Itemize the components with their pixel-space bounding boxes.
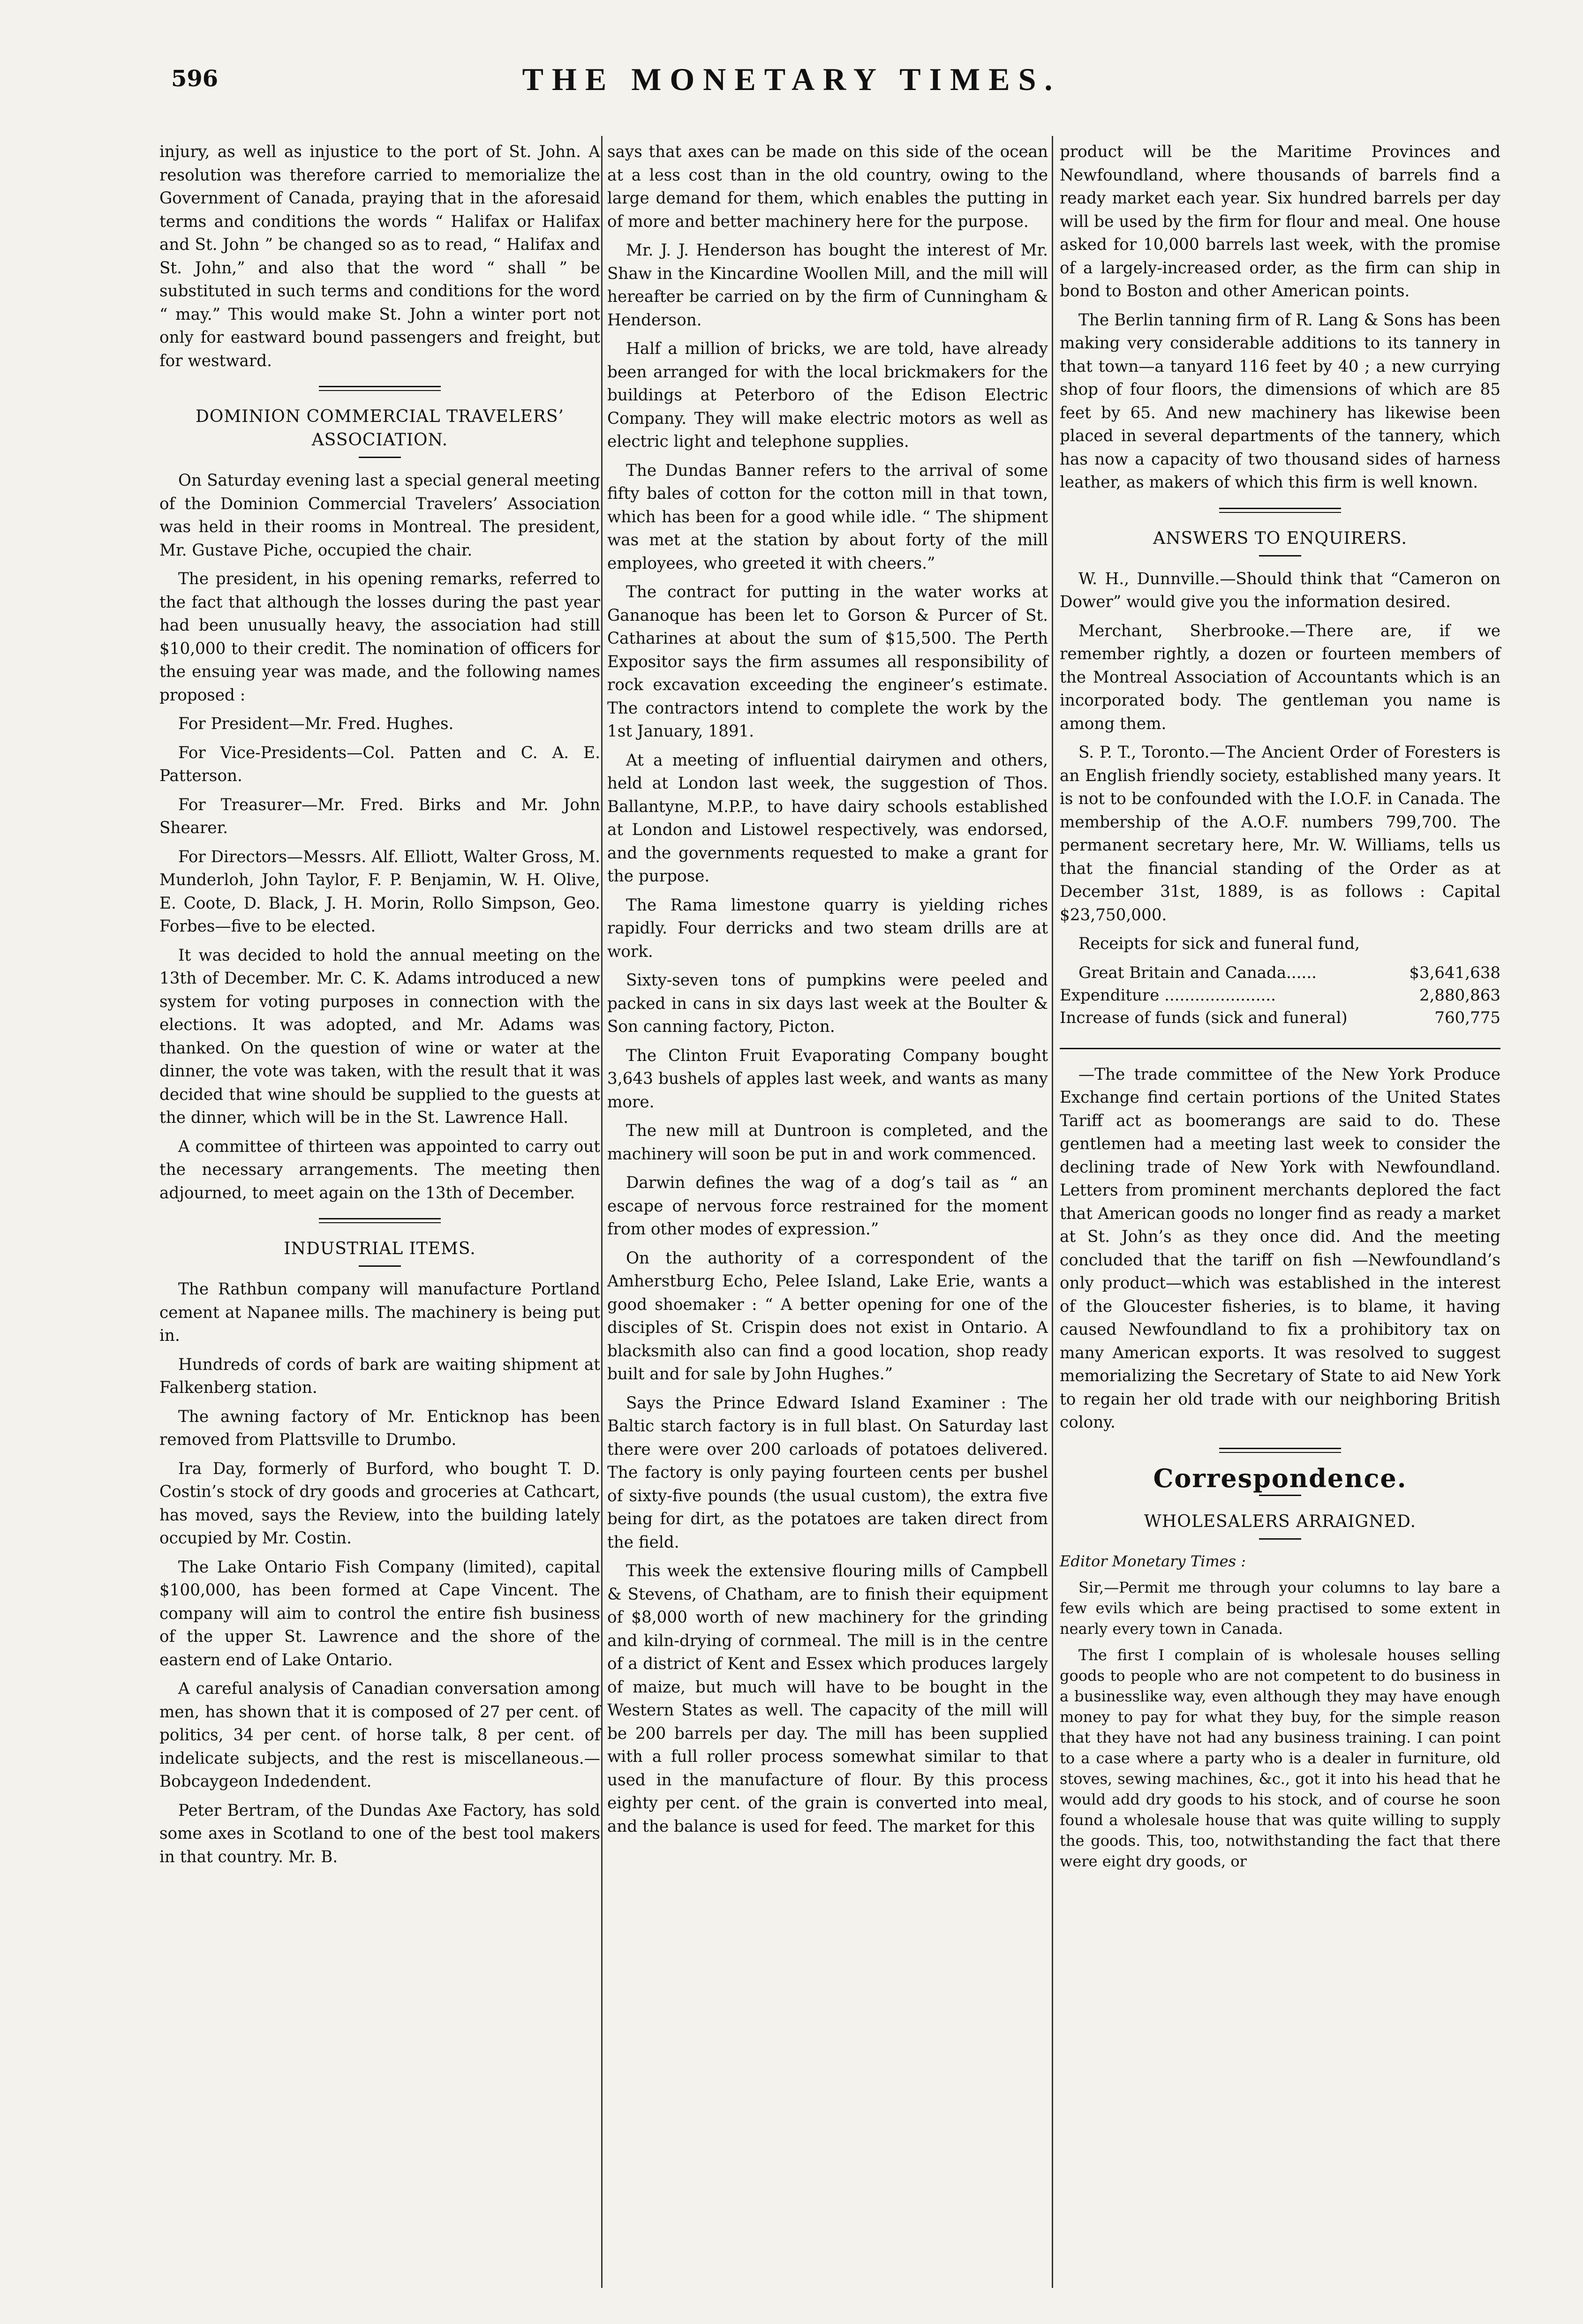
section-heading-wholesalers-arraigned: WHOLESALERS ARRAIGNED. (1144, 1512, 1417, 1531)
article-paragraph: This week the extensive flouring mills of Campbell & Stevens, of Chatham, are to finish their equipment of $8,000 worth of new machinery for the grinding and kiln-drying of cornmeal. The mill is in the centre of a district of Kent and Essex which produces largely of maize, but much will have to be bought in the Western States as well. The capacity of the mill will be 200 barrels per day. The mill has been supplied with a full roller process somewhat similar to that used in the manufacture of flour. By this process eighty per cent. of the grain is converted into meal, and the balance is used for feed. The market for this (607, 1562, 1048, 1836)
heading-rule (359, 1265, 401, 1267)
article-paragraph: The Rama limestone quarry is yielding riches rapidly. Four derricks and two steam drills are at work. (607, 895, 1048, 961)
column-divider (601, 136, 603, 2288)
article-paragraph: Sixty-seven tons of pumpkins were peeled and packed in cans in six days last week at the Boulter & Son canning factory, Picton. (607, 971, 1048, 1036)
heading-rule (1259, 1538, 1301, 1540)
table-cell-label: Great Britain and Canada...... (1078, 963, 1317, 982)
article-paragraph: A committee of thirteen was appointed to carry out the necessary arrangements. The meeting then adjourned, to meet again on the 13th of December. (159, 1137, 600, 1203)
article-paragraph: For Treasurer—Mr. Fred. Birks and Mr. John Shearer. (159, 795, 600, 837)
article-paragraph: The new mill at Duntroon is completed, and the machinery will soon be put in and work commenced. (607, 1121, 1048, 1164)
heading-rule (1259, 555, 1301, 557)
table-row (1060, 962, 1500, 984)
article-paragraph: Hundreds of cords of bark are waiting shipment at Falkenberg station. (159, 1355, 600, 1397)
article-paragraph: Says the Prince Edward Island Examiner : The Baltic starch factory is in full blast. On Saturday last there were over 200 carloads of potatoes delivered. The factory is only paying fourteen cents per bushel of sixty-five pounds (the usual custom), the extra five being for dirt, as the potatoes are taken direct from the field. (607, 1393, 1048, 1552)
article-paragraph: The Rathbun company will manufacture Portland cement at Napanee mills. The machinery is being put in. (159, 1280, 600, 1345)
article-paragraph: The Dundas Banner refers to the arrival of some fifty bales of cotton for the cotton mill in that town, which has been for a good while idle. “ The shipment was met at the station by about forty of the mill employees, who greeted it with cheers.” (607, 461, 1048, 573)
section-rule (1219, 1448, 1341, 1453)
article-paragraph: Mr. J. J. Henderson has bought the interest of Mr. Shaw in the Kincardine Woollen Mill, and the mill will hereafter be carried on by the firm of Cunningham & Henderson. (607, 241, 1048, 330)
article-paragraph: injury, as well as injustice to the port of St. John. A resolution was therefore carried to memorialize the Government of Canada, praying that in the aforesaid terms and conditions the words “ Halifax or Halifax and St. John ” be changed so as to read, “ Halifax and St. John,” and also that the word “ shall ” be substituted in such terms and conditions for the word “ may.” This would make St. John a winter port not only for eastward bound passengers and freight, but for westward. (159, 143, 600, 370)
page-number: 596 (171, 66, 219, 92)
financial-table (1060, 962, 1500, 1029)
article-paragraph: On the authority of a correspondent of the Amherstburg Echo, Pelee Island, Lake Erie, wants a good shoemaker : “ A better opening for one of the disciples of St. Crispin does not exist in Ontario. A blacksmith also can find a good location, shop ready built and for sale by John Hughes.” (607, 1248, 1048, 1384)
table-cell-amount: $3,641,638 (1409, 963, 1500, 982)
section-heading-dominion-travelers: DOMINION COMMERCIAL TRAVELERS’ ASSOCIATION. (196, 407, 564, 450)
heading-rule (359, 457, 401, 458)
article-paragraph: The Lake Ontario Fish Company (limited), capital $100,000, has been formed at Cape Vincent. The company will aim to control the entire fish business of the upper St. Lawrence and the shore of the eastern end of Lake Ontario. (159, 1557, 600, 1670)
table-row (1060, 984, 1500, 1007)
article-paragraph: Peter Bertram, of the Dundas Axe Factory, has sold some axes in Scotland to one of the best tool makers in that country. Mr. B. (159, 1801, 600, 1866)
masthead-title: THE MONETARY TIMES. (522, 61, 1061, 97)
table-cell-amount: 2,880,863 (1419, 985, 1500, 1005)
article-paragraph: On Saturday evening last a special general meeting of the Dominion Commercial Travelers’ Association was held in their rooms in Montreal. The president, Mr. Gustave Piche, occupied the chair. (159, 471, 600, 560)
article-paragraph: product will be the Maritime Provinces and Newfoundland, where thousands of barrels find a ready market each year. Six hundred barrels per day will be used by the firm for flour and meal. One house asked for 10,000 barrels last week, with the promise of a largely-increased order, as the firm can ship in bond to Boston and other American points. (1060, 143, 1500, 301)
article-paragraph: Darwin defines the wag of a dog’s tail as “ an escape of nervous force restrained for the moment from other modes of expression.” (607, 1173, 1048, 1239)
article-paragraph: It was decided to hold the annual meeting on the 13th of December. Mr. C. K. Adams introduced a new system for voting purposes in connection with the elections. It was adopted, and Mr. Adams was thanked. On the question of wine or water at the dinner, the vote was taken, with the result that it was decided that wine should be supplied to the guests at the dinner, which will be in the St. Lawrence Hall. (159, 946, 600, 1127)
article-paragraph: S. P. T., Toronto.—The Ancient Order of Foresters is an English friendly society, established many years. It is not to be confounded with the I.O.F. in Canada. The membership of the A.O.F. numbers 799,700. The permanent secretary here, Mr. W. Williams, tells us that the financial standing of the Order as at December 31st, 1889, is as follows : Capital $23,750,000. (1060, 743, 1500, 925)
financial-table-caption: Receipts for sick and funeral fund, (1078, 934, 1360, 953)
letter-paragraph: The first I complain of is wholesale houses selling goods to people who are not competent to do business in a businesslike way, even although they may have enough money to pay for what they buy, for the simple reason that they have not had any business training. I can point to a case where a party who is a dealer in furniture, old stoves, sewing machines, &c., got it into his head that he would add dry goods to his stock, and of course he soon found a wholesale house that was quite willing to supply the goods. This, too, notwithstanding the fact that there were eight dry goods, or (1060, 1646, 1500, 1870)
section-rule (319, 1218, 441, 1223)
article-paragraph: The Berlin tanning firm of R. Lang & Sons has been making very considerable additions to its tannery in that town—a tanyard 116 feet by 40 ; a new currying shop of four floors, the dimensions of which are 85 feet by 65. And new machinery has likewise been placed in several departments of the tannery, which has now a capacity of two thousand sides of harness leather, as makers of which this firm is well known. (1060, 310, 1500, 492)
section-heading-industrial-items: INDUSTRIAL ITEMS. (284, 1239, 476, 1258)
article-paragraph: Merchant, Sherbrooke.—There are, if we remember rightly, a dozen or fourteen members of the Montreal Association of Accountants which is an incorporated body. The gentleman you name is among them. (1060, 621, 1500, 733)
section-rule (1060, 1048, 1500, 1049)
article-paragraph: For President—Mr. Fred. Hughes. (178, 714, 454, 733)
article-paragraph: —The trade committee of the New York Produce Exchange find certain portions of the United States Tariff act as boomerangs are said to do. These gentlemen had a meeting last week to consider the declining trade of New York with Newfoundland. Letters from prominent merchants deplored the fact that American goods no longer find as ready a market at St. John’s as they once did. And the meeting concluded that the tariff on fish —Newfoundland’s only product—which was established in the interest of the Gloucester fisheries, is to blame, it having caused Newfoundland to fix a prohibitory tax on many American exports. It was resolved to suggest memorializing the Secretary of State to aid New York to regain her old trade with our neighboring British colony. (1060, 1065, 1500, 1432)
article-paragraph: The president, in his opening remarks, referred to the fact that although the losses during the past year had been unusually heavy, the association had still $10,000 to their credit. The nomination of officers for the ensuing year was made, and the following names proposed : (159, 570, 600, 705)
article-paragraph: The awning factory of Mr. Enticknop has been removed from Plattsville to Drumbo. (159, 1407, 600, 1449)
section-rule (319, 386, 441, 391)
section-heading-answers-to-enquirers: ANSWERS TO ENQUIRERS. (1153, 528, 1407, 548)
article-paragraph: A careful analysis of Canadian conversation among men, has shown that it is composed of 27 per cent. of politics, 34 per cent. of horse talk, 8 per cent. of indelicate subjects, and the rest is miscellaneous.—Bobcaygeon Indedendent. (159, 1679, 600, 1791)
article-paragraph: says that axes can be made on this side of the ocean at a less cost than in the old country, owing to the large demand for them, which enables the putting in of more and better machinery here for the purpose. (607, 143, 1048, 231)
table-cell-amount: 760,775 (1434, 1008, 1500, 1027)
article-paragraph: Half a million of bricks, we are told, have already been arranged for with the local brickmakers for the buildings at Peterboro of the Edison Electric Company. They will make electric motors as well as electric light and telephone supplies. (607, 339, 1048, 451)
column-divider (1052, 136, 1053, 2288)
editor-salutation: Editor Monetary Times : (1060, 1552, 1246, 1570)
article-paragraph: Ira Day, formerly of Burford, who bought T. D. Costin’s stock of dry goods and groceries at Cathcart, has moved, says the Review, into the building lately occupied by Mr. Costin. (159, 1459, 600, 1548)
article-paragraph: The contract for putting in the water works at Gananoque has been let to Gorson & Purcer of St. Catharines at about the sum of $15,500. The Perth Expositor says the firm assumes all responsibility of rock excavation exceeding the engineer’s estimate. The contractors intend to complete the work by the 1st January, 1891. (607, 583, 1048, 741)
article-paragraph: The Clinton Fruit Evaporating Company bought 3,643 bushels of apples last week, and wants as many more. (607, 1046, 1048, 1112)
article-paragraph: W. H., Dunnville.—Should think that “Cameron on Dower” would give you the information desired. (1060, 569, 1500, 611)
table-row (1060, 1007, 1500, 1029)
article-paragraph: For Vice-Presidents—Col. Patten and C. A. E. Patterson. (159, 743, 600, 785)
column-right (1060, 141, 1500, 1877)
article-paragraph: For Directors—Messrs. Alf. Elliott, Walter Gross, M. Munderloh, John Taylor, F. P. Benjamin, W. H. Olive, E. Coote, D. Black, J. H. Morin, Rollo Simpson, Geo. Forbes—five to be elected. (159, 847, 600, 936)
article-paragraph: At a meeting of influential dairymen and others, held at London last week, the suggestion of Thos. Ballantyne, M.P.P., to have dairy schools established at London and Listowel respectively, was endorsed, and the governments requested to make a grant for the purpose. (607, 751, 1048, 886)
table-cell-label: Increase of funds (sick and funeral) (1060, 1008, 1348, 1027)
letter-paragraph: Sir,—Permit me through your columns to lay bare a few evils which are being practised to some extent in nearly every town in Canada. (1060, 1579, 1500, 1638)
table-cell-label: Expenditure ...................... (1060, 985, 1276, 1005)
heading-rule (1259, 1495, 1301, 1496)
correspondence-title: Correspondence. (1153, 1463, 1407, 1493)
section-rule (1219, 508, 1341, 513)
column-middle (607, 141, 1048, 1844)
column-left (159, 141, 600, 1874)
